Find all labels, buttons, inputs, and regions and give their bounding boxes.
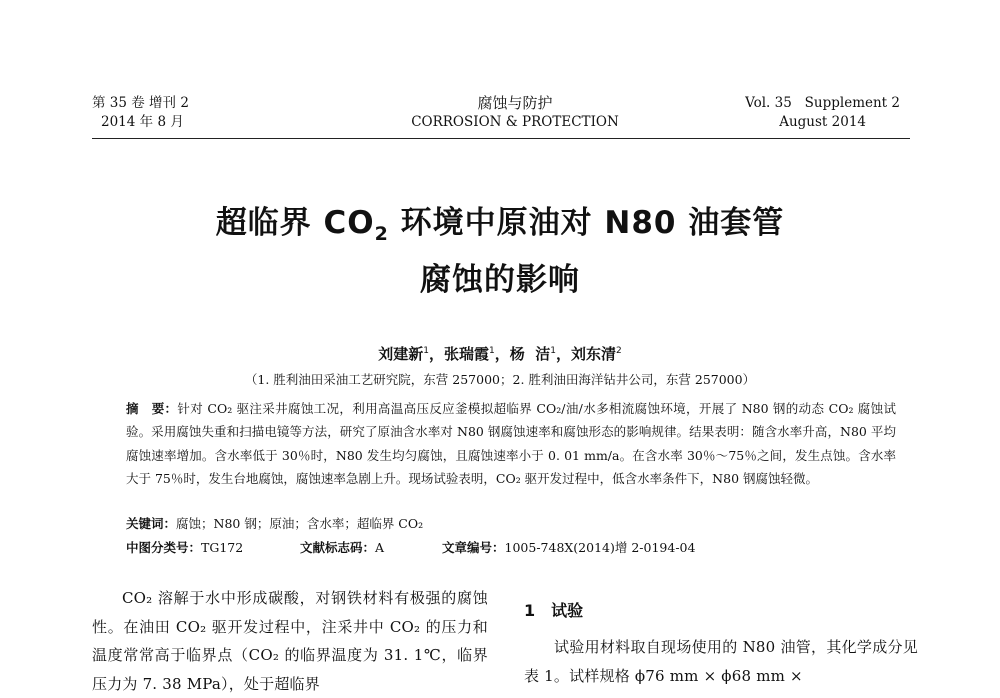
abstract-label: 摘 要： <box>126 401 178 416</box>
keywords-label: 关键词： <box>126 516 177 531</box>
author-name: 张瑞霞 <box>444 345 490 363</box>
title-line-2: 腐蚀的影响 <box>420 262 580 299</box>
clc-label: 中图分类号： <box>126 540 202 555</box>
doc-code-label: 文献标志码： <box>300 540 376 555</box>
journal-name <box>370 94 660 132</box>
section-heading: 1 试验 <box>524 601 584 620</box>
paper-title <box>100 200 900 303</box>
journal-volume-info <box>92 94 189 132</box>
author-list: 刘建新$^1$，张瑞霞$^1$，杨 洁$^1$，刘东清$^2$ <box>378 345 622 363</box>
journal-name-cn: 腐蚀与防护 <box>477 94 553 112</box>
keywords <box>126 513 896 535</box>
clc-value: TG172 <box>201 540 244 555</box>
journal-volume-info-en <box>745 94 900 132</box>
article-number-value: 1005-748X(2014)增 2-0194-04 <box>504 540 696 555</box>
author-name: 刘建新 <box>378 345 424 363</box>
author-name: 刘东清 <box>570 345 616 363</box>
experiment-paragraph: 试验用材料取自现场使用的 N80 油管，其化学成分见表 1。试样规格 ϕ76 mm × ϕ68 mm × <box>524 638 918 685</box>
intro-paragraph: CO₂ 溶解于水中形成碳酸，对钢铁材料有极强的腐蚀性。在油田 CO₂ 驱开发过程中，注采井中 CO₂ 的压力和温度常常高于临界点（CO₂ 的临界温度为 31. 1℃，临界压力为 7. 38 MPa），处于超临界 <box>92 589 488 693</box>
publication-date-en: August 2014 <box>779 114 866 130</box>
header-rule <box>92 138 910 139</box>
abstract <box>126 397 896 491</box>
author-affiliations: （1. 胜利油田采油工艺研究院，东营 257000；2. 胜利油田海洋钻井公司，东营 257000） <box>244 372 756 387</box>
publication-date: 2014 年 8 月 <box>101 114 184 130</box>
volume-issue: 第 35 卷 增刊 2 <box>92 95 189 111</box>
body-left-column <box>92 584 488 698</box>
keywords-text: 腐蚀；N80 钢；原油；含水率；超临界 CO₂ <box>176 516 424 531</box>
abstract-text: 针对 CO₂ 驱注采井腐蚀工况，利用高温高压反应釜模拟超临界 CO₂/油/水多相流腐蚀环境，开展了 N80 钢的动态 CO₂ 腐蚀试验。采用腐蚀失重和扫描电镜等方法，研究了原油含水率对 N80 钢腐蚀速率和腐蚀形态的影响规律。结果表明：随含水率升高，N80 平均腐蚀速率增加。含水率低于 30％时，N80 发生均匀腐蚀，且腐蚀速率小于 0. 01 mm/a。在含水率 30％～75％之间，发生点蚀。含水率大于 75％时，发生台地腐蚀，腐蚀速率急剧上升。现场试验表明，CO₂ 驱开发过程中，低含水率条件下，N80 钢腐蚀轻微。 <box>126 401 896 487</box>
title-line-1: 超临界 $CO_2$ 环境中原油对 N80 油套管 <box>215 205 785 246</box>
doc-code-value: A <box>375 540 385 555</box>
journal-name-en: CORROSION & PROTECTION <box>411 114 619 130</box>
article-number-label: 文章编号： <box>442 540 505 555</box>
author-name: 杨 洁 <box>509 345 551 363</box>
volume-supplement-en: Vol. 35 Supplement 2 <box>745 95 900 111</box>
body-right-column <box>524 633 918 690</box>
